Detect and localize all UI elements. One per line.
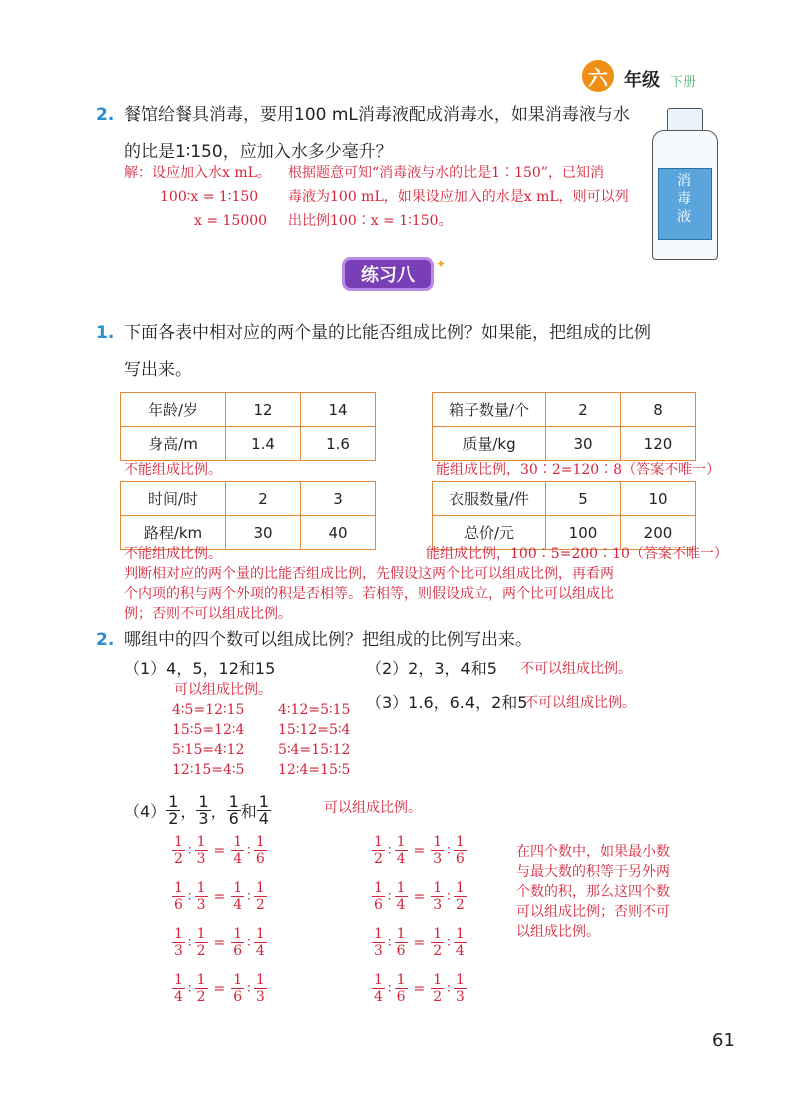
fraction: $\frac{1}{2}$	[455, 880, 465, 913]
proportion: 15∶5=12∶4	[172, 722, 245, 738]
ratio-colon: ∶	[387, 888, 392, 905]
fraction: $\frac{1}{3}$	[174, 926, 183, 959]
table-cell: 1.4	[226, 427, 301, 461]
table-cell: 2	[546, 393, 621, 427]
fraction: $\frac{1}{4}$	[396, 834, 406, 867]
equals-sign: =	[213, 934, 226, 951]
equals-sign: =	[413, 888, 426, 905]
proportion: 5∶4=15∶12	[278, 742, 351, 758]
fraction-proportion	[372, 926, 467, 959]
table-cell: 总价/元	[433, 516, 546, 550]
fraction: $\frac{1}{4}$	[233, 834, 243, 867]
equals-sign: =	[213, 842, 226, 859]
fraction: $\frac{1}{3}$	[198, 792, 209, 828]
fraction-proportion	[372, 834, 467, 867]
table-row	[433, 393, 696, 427]
part2-answer: 不可以组成比例。	[520, 661, 632, 677]
volume-label: 下册	[670, 75, 697, 90]
table-answer: 能组成比例，100∶5=200∶10（答案不唯一）	[426, 546, 728, 562]
table-cell: 8	[621, 393, 696, 427]
part4-answer: 可以组成比例。	[324, 800, 422, 816]
ratio-colon: ∶	[187, 842, 192, 859]
table-row	[433, 427, 696, 461]
part3-label: （3）1.6，6.4，2和5	[366, 693, 528, 712]
fraction: $\frac{1}{6}$	[174, 880, 183, 913]
part1-label: （1）4，5，12和15	[124, 659, 276, 678]
fraction-proportion	[172, 834, 267, 867]
fraction: $\frac{1}{4}$	[258, 792, 269, 828]
answer-note-line3: 出比例100∶x = 1∶150。	[288, 213, 453, 229]
part4-proportions-left	[172, 834, 267, 1018]
tip-line1: 在四个数中，如果最小数	[516, 844, 670, 860]
fraction: $\frac{1}{2}$	[196, 926, 206, 959]
answer-note-line1: 根据题意可知“消毒液与水的比是1∶150”，已知消	[288, 165, 604, 181]
table-row	[121, 427, 376, 461]
fraction: $\frac{1}{3}$	[433, 880, 443, 913]
equals-sign: =	[213, 980, 226, 997]
fraction: $\frac{1}{4}$	[396, 880, 406, 913]
table-answer: 能组成比例，30∶2=120∶8（答案不唯一）	[436, 462, 721, 478]
proportion: 15∶12=5∶4	[278, 722, 351, 738]
fraction: $\frac{1}{4}$	[255, 926, 265, 959]
fraction: $\frac{1}{6}$	[455, 834, 465, 867]
problem-number: 2.	[96, 105, 115, 125]
fraction-proportion	[372, 972, 467, 1005]
fraction: $\frac{1}{3}$	[196, 880, 206, 913]
exercise-title: 练习八	[361, 265, 415, 286]
fraction: $\frac{1}{3}$	[255, 972, 265, 1005]
table-row	[433, 482, 696, 516]
fraction: $\frac{1}{6}$	[233, 926, 243, 959]
table-cell: 年龄/岁	[121, 393, 226, 427]
fraction: $\frac{1}{2}$	[168, 792, 179, 828]
bottle-cap	[667, 108, 703, 132]
fraction: $\frac{1}{3}$	[455, 972, 465, 1005]
answer-equation-1: 100∶x = 1∶150	[160, 189, 259, 205]
fraction: $\frac{1}{3}$	[196, 834, 206, 867]
ratio-colon: ∶	[187, 888, 192, 905]
table-cell: 身高/m	[121, 427, 226, 461]
ratio-colon: ∶	[387, 934, 392, 951]
fraction: $\frac{1}{2}$	[196, 972, 206, 1005]
fraction: $\frac{1}{3}$	[433, 834, 443, 867]
problem-number: 2.	[96, 630, 115, 650]
tip-line3: 个数的积，那么这四个数	[516, 884, 670, 900]
part2-label: （2）2，3，4和5	[366, 659, 497, 678]
sparkle-icon: ✦	[436, 257, 447, 271]
tip-line2: 与最大数的积等于另外两	[516, 864, 670, 880]
method-note-line2: 个内项的积与两个外项的积是否相等。若相等，则假设成立，两个比可以组成比	[124, 586, 614, 602]
ratio-colon: ∶	[247, 980, 251, 997]
table-answer: 不能组成比例。	[124, 546, 222, 562]
ratio-colon: ∶	[387, 842, 392, 859]
part1-answer: 可以组成比例。	[174, 682, 272, 698]
table-cell: 衣服数量/件	[433, 482, 546, 516]
exercise-title-banner	[342, 257, 434, 291]
fraction-proportion	[172, 926, 267, 959]
page-number: 61	[712, 1030, 735, 1051]
table-time-distance	[120, 481, 376, 550]
bottle-label-text: 消毒液	[677, 173, 691, 225]
table-row	[121, 393, 376, 427]
ratio-colon: ∶	[187, 980, 192, 997]
equals-sign: =	[413, 980, 426, 997]
fraction: $\frac{1}{6}$	[255, 834, 265, 867]
problem-text-line1: 下面各表中相对应的两个量的比能否组成比例？如果能，把组成的比例	[124, 323, 651, 343]
fraction: $\frac{1}{6}$	[396, 926, 406, 959]
fraction: $\frac{1}{2}$	[433, 972, 443, 1005]
proportion: 4∶5=12∶15	[172, 702, 245, 718]
ratio-colon: ∶	[387, 980, 392, 997]
table-clothes-price	[432, 481, 696, 550]
table-row	[121, 482, 376, 516]
table-answer: 不能组成比例。	[124, 462, 222, 478]
proportion: 4∶12=5∶15	[278, 702, 351, 718]
fraction: $\frac{1}{4}$	[174, 972, 183, 1005]
table-age-height	[120, 392, 376, 461]
table-cell: 1.6	[301, 427, 376, 461]
answer-note-line2: 毒液为100 mL，如果设应加入的水是x mL，则可以列	[288, 189, 629, 205]
table-cell: 100	[546, 516, 621, 550]
ratio-colon: ∶	[247, 842, 251, 859]
equals-sign: =	[213, 888, 226, 905]
fraction-proportion	[172, 972, 267, 1005]
table-cell: 箱子数量/个	[433, 393, 546, 427]
fraction-proportion	[172, 880, 267, 913]
ratio-colon: ∶	[447, 842, 451, 859]
fraction: $\frac{1}{6}$	[228, 792, 239, 828]
table-cell: 10	[621, 482, 696, 516]
ratio-colon: ∶	[447, 888, 451, 905]
table-cell: 时间/时	[121, 482, 226, 516]
fraction: $\frac{1}{2}$	[374, 834, 383, 867]
grade-label: 年级	[624, 70, 660, 91]
fraction: $\frac{1}{2}$	[255, 880, 265, 913]
equals-sign: =	[413, 842, 426, 859]
fraction: $\frac{1}{2}$	[174, 834, 183, 867]
ratio-colon: ∶	[247, 888, 251, 905]
tip-line5: 以组成比例。	[516, 924, 600, 940]
problem-number: 1.	[96, 323, 115, 343]
fraction: $\frac{1}{4}$	[233, 880, 243, 913]
fraction: $\frac{1}{6}$	[374, 880, 383, 913]
tip-line4: 可以组成比例；否则不可	[516, 904, 670, 920]
part4-prefix: （4）	[124, 802, 167, 821]
table-cell: 30	[226, 516, 301, 550]
table-cell: 120	[621, 427, 696, 461]
table-cell: 14	[301, 393, 376, 427]
answer-equation-2: x = 15000	[194, 213, 268, 229]
fraction-proportion	[372, 880, 467, 913]
fraction: $\frac{1}{6}$	[233, 972, 243, 1005]
table-cell: 路程/km	[121, 516, 226, 550]
problem-text-line1: 餐馆给餐具消毒，要用100 mL消毒液配成消毒水，如果消毒液与水	[124, 105, 630, 125]
problem-text-line2: 的比是1∶150，应加入水多少毫升？	[124, 142, 393, 162]
fraction: $\frac{1}{4}$	[455, 926, 465, 959]
proportion: 5∶15=4∶12	[172, 742, 245, 758]
table-cell: 5	[546, 482, 621, 516]
fraction: $\frac{1}{2}$	[433, 926, 443, 959]
table-box-mass	[432, 392, 696, 461]
table-cell: 质量/kg	[433, 427, 546, 461]
ratio-colon: ∶	[447, 980, 451, 997]
part4-label: （4） $\frac{1}{2}$ ， $\frac{1}{3}$ ， $\frac{1}{6}$ 和 $\frac{1}{4}$	[124, 792, 269, 828]
method-note-line3: 例；否则不可以组成比例。	[124, 606, 292, 622]
fraction: $\frac{1}{3}$	[374, 926, 383, 959]
part4-proportions-right	[372, 834, 467, 1018]
grade-badge: 六	[582, 60, 614, 92]
problem-text: 哪组中的四个数可以组成比例？把组成的比例写出来。	[124, 630, 532, 650]
table-cell: 40	[301, 516, 376, 550]
table-cell: 2	[226, 482, 301, 516]
fraction: $\frac{1}{4}$	[374, 972, 383, 1005]
table-cell: 12	[226, 393, 301, 427]
table-cell: 3	[301, 482, 376, 516]
equals-sign: =	[413, 934, 426, 951]
method-note-line1: 判断相对应的两个量的比能否组成比例，先假设这两个比可以组成比例，再看两	[124, 566, 614, 582]
ratio-colon: ∶	[187, 934, 192, 951]
table-cell: 200	[621, 516, 696, 550]
answer-intro: 解：设应加入水x mL。	[124, 165, 271, 181]
fraction: $\frac{1}{6}$	[396, 972, 406, 1005]
part3-answer: 不可以组成比例。	[524, 695, 636, 711]
table-cell: 30	[546, 427, 621, 461]
ratio-colon: ∶	[447, 934, 451, 951]
problem-text-line2: 写出来。	[124, 360, 192, 380]
ratio-colon: ∶	[247, 934, 251, 951]
proportion: 12∶4=15∶5	[278, 762, 351, 778]
proportion: 12∶15=4∶5	[172, 762, 245, 778]
